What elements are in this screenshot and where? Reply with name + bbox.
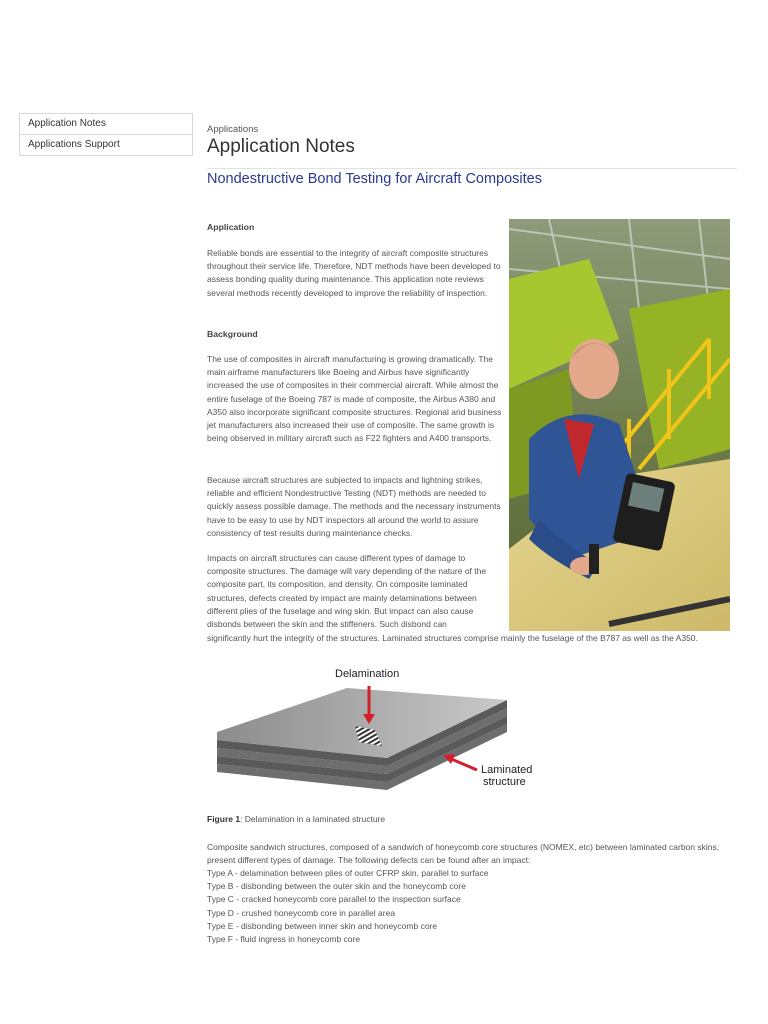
background-heading: Background xyxy=(207,329,258,339)
list-item: Type E - disbonding between inner skin and honeycomb core xyxy=(207,920,438,931)
list-item: Type C - cracked honeycomb core parallel to the inspection surface xyxy=(207,894,461,905)
technician-inspection-photo xyxy=(509,219,730,631)
application-heading: Application xyxy=(207,222,255,232)
delamination-figure xyxy=(207,660,547,795)
background-paragraph-2: Because aircraft structures are subjected to impacts and lightning strikes, reliable and efficient Nondestructive Testing (NDT) methods are needed to quickly assess possible damage. The methods and the necessary instruments have to be easy to use by NDT inspectors all around the world to assure consistency of test results during maintenance checks. xyxy=(207,475,501,538)
figure-label-laminated: Laminated xyxy=(481,764,533,776)
figure-label-delamination: Delamination xyxy=(335,668,400,680)
breadcrumb[interactable]: Applications xyxy=(207,124,259,135)
list-item: Type D - crushed honeycomb core in parallel area xyxy=(207,907,396,918)
background-paragraph-3-continued: significantly hurt the integrity of the structures. Laminated structures comprise mainly the fuselage of the B787 as well as the A350. xyxy=(207,633,698,643)
sandwich-paragraph: Composite sandwich structures, composed of a sandwich of honeycomb core structures (NOMEX, etc) between laminated carbon skins, present different types of damage. The following defects can be found after an impact: xyxy=(207,842,720,866)
application-paragraph: Reliable bonds are essential to the integrity of aircraft composite structures throughout their service life. Therefore, NDT methods have been developed to assess bonding quality during maintenance. This application note reviews several methods recently developed to improve the reliability of inspection. xyxy=(207,248,501,298)
sidebar-nav xyxy=(19,113,193,156)
header-divider xyxy=(207,168,737,169)
page-title: Application Notes xyxy=(207,136,355,157)
list-item: Type F - fluid ingress in honeycomb core xyxy=(207,934,361,945)
list-item: Type B - disbonding between the outer skin and the honeycomb core xyxy=(207,881,466,892)
page-header xyxy=(207,120,737,158)
background-paragraph-3: Impacts on aircraft structures can cause different types of damage to composite structures. The damage will vary depending of the nature of the composite part, its composition, and density. On composite laminated structures, defects created by impact are mainly delaminations between different plies of the fuselage and wing skin. But impact can also cause disbonds between the skin and the stiffeners. Such disbond can xyxy=(207,553,487,630)
defect-type-list xyxy=(207,867,488,946)
figure-caption-text: : Delamination in a laminated structure xyxy=(240,814,386,824)
figure-label-structure: structure xyxy=(483,776,526,788)
figure-caption-label: Figure 1 xyxy=(207,814,241,824)
sidebar-item-application-notes[interactable]: Application Notes xyxy=(19,113,193,135)
article-title: Nondestructive Bond Testing for Aircraft Composites xyxy=(207,171,543,187)
background-paragraph-1: The use of composites in aircraft manufacturing is growing dramatically. The main airframe manufacturers like Boeing and Airbus have significantly increased the use of composites in their commercial aircraft. While almost the entire fuselage of the Boeing 787 is made of composite, the Airbus A380 and A350 also incorporate significant composite structures. Regional and business jet manufacturers also increased their use of composite. The same growth is being observed in military aircraft such as F22 fighters and A400 transports. xyxy=(207,354,502,444)
sidebar-item-applications-support[interactable]: Applications Support xyxy=(19,135,193,156)
figure-caption xyxy=(207,814,385,824)
list-item: Type A - delamination between plies of outer CFRP skin, parallel to surface xyxy=(207,868,489,878)
